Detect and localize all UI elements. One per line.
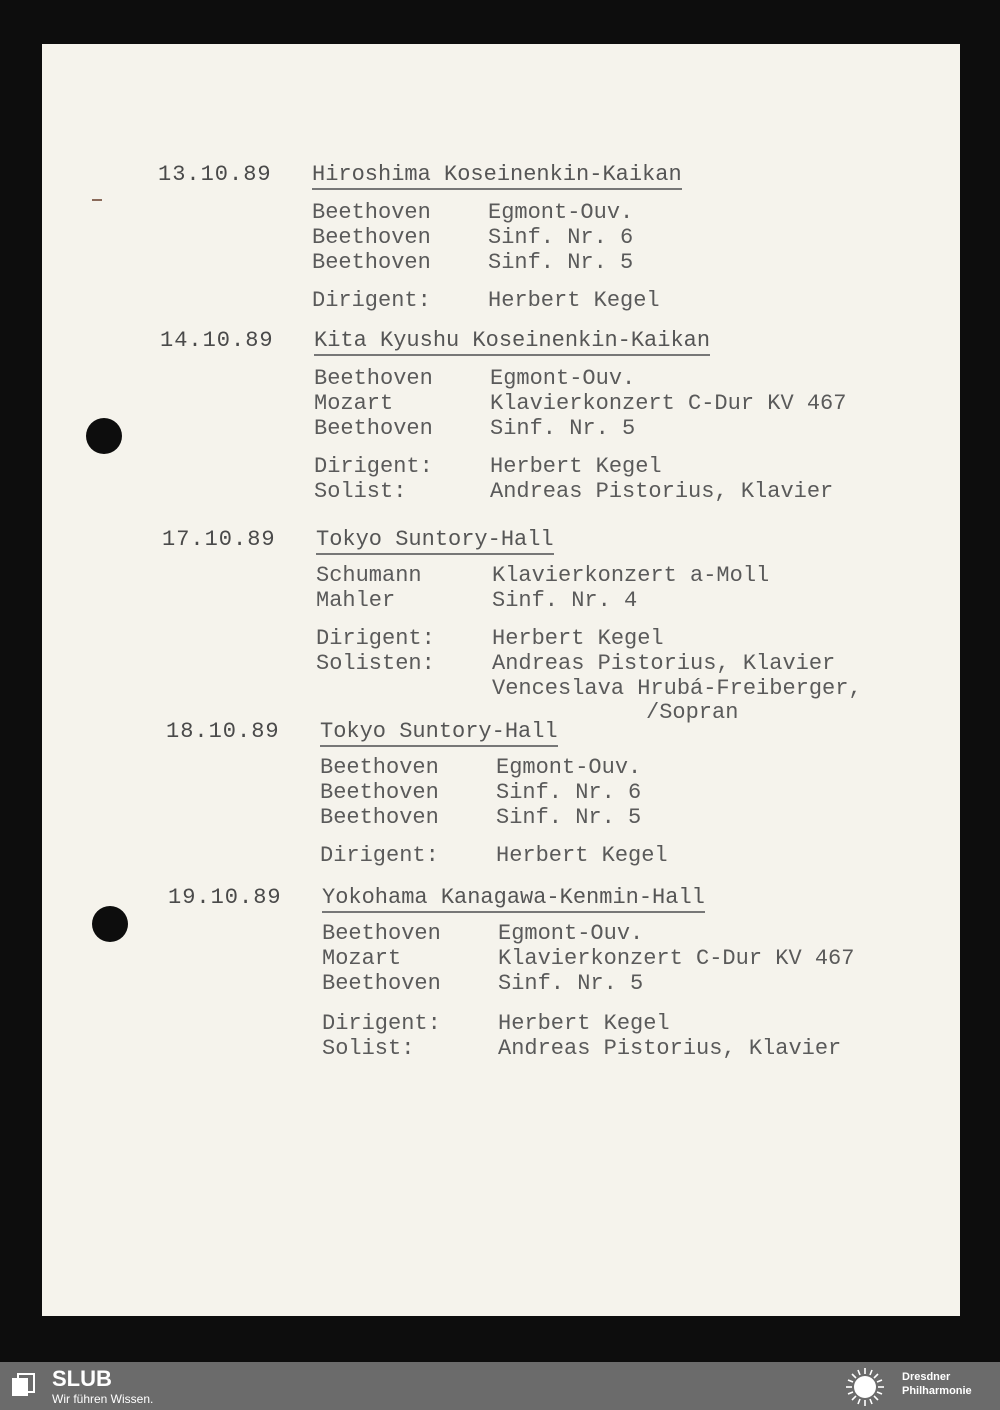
work: Egmont-Ouv. — [496, 755, 642, 780]
role-value: Andreas Pistorius, Klavier — [498, 1036, 842, 1061]
work: Egmont-Ouv. — [490, 366, 636, 391]
composer: Beethoven — [320, 805, 439, 830]
role-label: Dirigent: — [316, 626, 435, 651]
role-value: Herbert Kegel — [496, 843, 668, 868]
composer: Beethoven — [312, 250, 431, 275]
work: Sinf. Nr. 5 — [488, 250, 634, 275]
work: Sinf. Nr. 5 — [496, 805, 642, 830]
composer: Beethoven — [314, 366, 433, 391]
role-continuation: /Sopran — [646, 700, 739, 725]
ink-mark — [92, 199, 102, 201]
composer: Mahler — [316, 588, 396, 613]
role-value: Herbert Kegel — [488, 288, 660, 313]
partner-name-line2: Philharmonie — [902, 1385, 972, 1397]
concert-venue: Tokyo Suntory-Hall — [316, 527, 554, 555]
composer: Beethoven — [312, 200, 431, 225]
concert-date: 13.10.89 — [158, 162, 272, 187]
role-label: Solist: — [314, 479, 407, 504]
concert-venue: Tokyo Suntory-Hall — [320, 719, 558, 747]
concert-date: 19.10.89 — [168, 885, 282, 910]
concert-date: 14.10.89 — [160, 328, 274, 353]
footer-bar — [0, 1362, 1000, 1410]
work: Sinf. Nr. 5 — [498, 971, 644, 996]
composer: Beethoven — [320, 755, 439, 780]
concert-date: 18.10.89 — [166, 719, 280, 744]
composer: Beethoven — [314, 416, 433, 441]
library-name: SLUB — [52, 1366, 112, 1391]
role-value: Venceslava Hrubá-Freiberger, — [492, 676, 862, 701]
composer: Beethoven — [322, 921, 441, 946]
role-value: Andreas Pistorius, Klavier — [492, 651, 836, 676]
role-value: Herbert Kegel — [498, 1011, 670, 1036]
work: Klavierkonzert C-Dur KV 467 — [498, 946, 855, 971]
punch-hole-top — [86, 418, 122, 454]
concert-venue: Yokohama Kanagawa-Kenmin-Hall — [322, 885, 705, 913]
role-value: Herbert Kegel — [490, 454, 662, 479]
role-label: Solisten: — [316, 651, 435, 676]
composer: Beethoven — [320, 780, 439, 805]
role-value: Andreas Pistorius, Klavier — [490, 479, 834, 504]
role-value: Herbert Kegel — [492, 626, 664, 651]
work: Sinf. Nr. 6 — [496, 780, 642, 805]
work: Sinf. Nr. 5 — [490, 416, 636, 441]
role-label: Dirigent: — [312, 288, 431, 313]
composer: Mozart — [322, 946, 402, 971]
library-tagline: Wir führen Wissen. — [52, 1392, 154, 1406]
role-label: Dirigent: — [320, 843, 439, 868]
composer: Schumann — [316, 563, 422, 588]
partner-name-line1: Dresdner — [902, 1371, 951, 1383]
work: Klavierkonzert a-Moll — [492, 563, 770, 588]
role-label: Dirigent: — [322, 1011, 441, 1036]
concert-venue: Hiroshima Koseinenkin-Kaikan — [312, 162, 682, 190]
book-icon — [10, 1372, 40, 1398]
punch-hole-bottom — [92, 906, 128, 942]
work: Sinf. Nr. 6 — [488, 225, 634, 250]
composer: Beethoven — [312, 225, 431, 250]
concert-date: 17.10.89 — [162, 527, 276, 552]
work: Egmont-Ouv. — [488, 200, 634, 225]
work: Sinf. Nr. 4 — [492, 588, 638, 613]
composer: Mozart — [314, 391, 394, 416]
role-label: Dirigent: — [314, 454, 433, 479]
role-label: Solist: — [322, 1036, 415, 1061]
sunburst-icon — [840, 1366, 890, 1408]
work: Egmont-Ouv. — [498, 921, 644, 946]
partner-name — [902, 1370, 972, 1398]
document-page — [42, 44, 960, 1316]
work: Klavierkonzert C-Dur KV 467 — [490, 391, 847, 416]
composer: Beethoven — [322, 971, 441, 996]
concert-venue: Kita Kyushu Koseinenkin-Kaikan — [314, 328, 710, 356]
